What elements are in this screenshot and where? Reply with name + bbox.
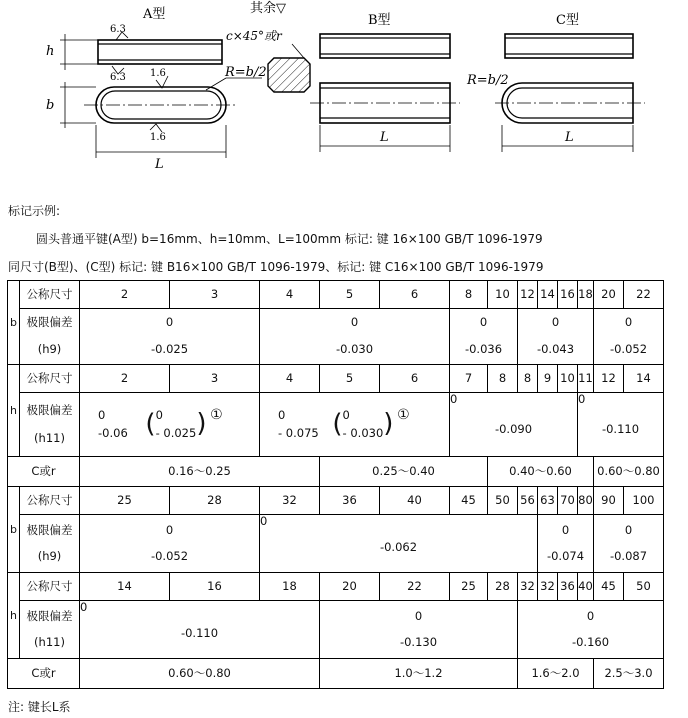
cell: 32 <box>260 487 320 515</box>
cell: 18 <box>260 573 320 601</box>
label-h9: (h9) <box>37 548 62 563</box>
cell: 45 <box>450 487 488 515</box>
cell: 40 <box>578 573 594 601</box>
cell: 0 <box>414 608 423 623</box>
cell: 0 <box>450 309 518 337</box>
s2-h-nominal-row <box>8 573 664 601</box>
cell: - 0.075 <box>278 425 319 440</box>
cell: 22 <box>380 573 450 601</box>
type-b-side-view <box>320 34 450 58</box>
cell: - 0.025 <box>155 425 197 440</box>
cell: -0.160 <box>571 634 610 649</box>
dim-l-label-b: L <box>380 130 389 145</box>
cell: 25 <box>80 487 170 515</box>
dim-l-label-a: L <box>155 157 164 172</box>
footnote-1: ① <box>210 407 223 424</box>
s2-b-nominal-row <box>8 487 664 515</box>
s1-b-lower-row <box>8 337 664 365</box>
label-h11: (h11) <box>34 634 65 649</box>
cell: 20 <box>320 573 380 601</box>
label-tol: 极限偏差 <box>26 402 73 417</box>
h11-group-2: 0 - 0.075 ( 0 - 0.030) ① <box>260 393 450 457</box>
cell: 40 <box>380 487 450 515</box>
roughness-1-6-bottom: 1.6 <box>150 132 166 143</box>
dim-l-label-c: L <box>565 130 574 145</box>
radius-c-label: R=b/2 <box>467 73 509 88</box>
s1-b-upper-row <box>8 309 664 337</box>
cell: 28 <box>488 573 518 601</box>
label-nominal: 公称尺寸 <box>20 487 80 515</box>
cell: 16 <box>170 573 260 601</box>
cell: 28 <box>170 487 260 515</box>
sym-h: h <box>8 365 20 457</box>
cell: 9 <box>538 365 558 393</box>
cell: 36 <box>320 487 380 515</box>
cell: 0.60～0.80 <box>80 659 320 689</box>
cell: -0.052 <box>150 548 189 563</box>
cell: 8 <box>450 281 488 309</box>
cell: 0 <box>260 309 450 337</box>
h11-group-1: 0 -0.06 ( 0 - 0.025) ① <box>80 393 260 457</box>
b-h9-group-2 <box>260 515 538 573</box>
cell: -0.074 <box>546 548 585 563</box>
example-line-1: 圆头普通平键(A型) b=16mm、h=10mm、L=100mm 标记: 键 16×100 GB/T 1096-1979 <box>36 232 543 246</box>
cell: -0.030 <box>260 337 450 365</box>
label-nominal: 公称尺寸 <box>20 281 80 309</box>
label-tol-h11 <box>20 601 80 659</box>
label-c: C或r <box>8 659 80 689</box>
cell: 3 <box>170 281 260 309</box>
example-line-2: 同尺寸(B型)、(C型) 标记: 键 B16×100 GB/T 1096-1979、标记: 键 C16×100 GB/T 1096-1979 <box>8 260 544 274</box>
cell: 14 <box>80 573 170 601</box>
s2-c-row <box>8 659 664 689</box>
cell: 14 <box>538 281 558 309</box>
rest-surface-note: 其余▽ <box>250 1 286 16</box>
b-h9-group-4 <box>594 515 664 573</box>
dim-h-label: h <box>46 44 55 59</box>
label-h9: (h9) <box>20 337 80 365</box>
cell: 0 <box>342 408 350 423</box>
cell: 16 <box>558 281 578 309</box>
cell: -0.130 <box>399 634 438 649</box>
h11-s2-group-3 <box>518 601 664 659</box>
cell: 22 <box>624 281 664 309</box>
s1-b-nominal-row <box>8 281 664 309</box>
h11-group-4 <box>578 393 664 457</box>
cell: -0.052 <box>594 337 664 365</box>
cell: 2 <box>80 281 170 309</box>
cell: 12 <box>518 281 538 309</box>
cell: -0.06 <box>98 425 128 440</box>
s1-c-row <box>8 457 664 487</box>
cell: 56 <box>518 487 538 515</box>
cell: 12 <box>594 365 624 393</box>
cell: 36 <box>558 573 578 601</box>
cell: 6 <box>380 281 450 309</box>
type-c-title: C型 <box>556 13 579 28</box>
cell: 50 <box>624 573 664 601</box>
cell: 0 <box>260 514 268 528</box>
cell: -0.025 <box>80 337 260 365</box>
h11-s2-group-1 <box>80 601 320 659</box>
cell: -0.090 <box>494 421 533 436</box>
sym-h: h <box>8 573 20 659</box>
cell: 2.5～3.0 <box>594 659 664 689</box>
cell: 0 <box>594 309 664 337</box>
cell: 1.0～1.2 <box>320 659 518 689</box>
cell: 2 <box>80 365 170 393</box>
h11-s2-group-2 <box>320 601 518 659</box>
cell: 10 <box>558 365 578 393</box>
cell: 4 <box>260 365 320 393</box>
cell: -0.110 <box>601 421 640 436</box>
type-c-side-view <box>505 34 633 58</box>
cell: 50 <box>488 487 518 515</box>
cell: 8 <box>518 365 538 393</box>
cell: 32 <box>538 573 558 601</box>
key-drawings <box>0 0 688 175</box>
cell: 0.60～0.80 <box>594 457 664 487</box>
cell: 0 <box>80 600 88 614</box>
cell: -0.110 <box>180 625 219 640</box>
dim-b-label: b <box>46 98 55 113</box>
roughness-6-3-mid: 6.3 <box>110 72 126 83</box>
cell: 5 <box>320 281 380 309</box>
cell: 63 <box>538 487 558 515</box>
b-h9-group-3 <box>538 515 594 573</box>
cell: 0 <box>624 522 633 537</box>
type-a-plan-view <box>60 78 262 158</box>
example-title: 标记示例: <box>8 204 61 218</box>
cell: 6 <box>380 365 450 393</box>
label-h11: (h11) <box>34 430 65 445</box>
type-a-side-view <box>60 34 222 70</box>
cell: 0 <box>98 408 106 423</box>
cell: 80 <box>578 487 594 515</box>
roughness-1-6-mid: 1.6 <box>150 68 166 79</box>
cell: 100 <box>624 487 664 515</box>
label-tol: 极限偏差 <box>26 522 73 537</box>
cell: 0 <box>278 408 286 423</box>
h11-group-3 <box>450 393 578 457</box>
cell: 0 <box>561 522 570 537</box>
label-nominal: 公称尺寸 <box>20 573 80 601</box>
cell: 14 <box>624 365 664 393</box>
label-nominal: 公称尺寸 <box>20 365 80 393</box>
cell: 1.6～2.0 <box>518 659 594 689</box>
cell: 0 <box>518 309 594 337</box>
chamfer-note: c×45°或r <box>226 29 282 43</box>
cell: -0.043 <box>518 337 594 365</box>
radius-a-label: R=b/2 <box>225 65 267 80</box>
label-c: C或r <box>8 457 80 487</box>
cross-section <box>268 58 310 92</box>
footer-note: 注: 键长L系 <box>8 700 71 714</box>
cell: 8 <box>488 365 518 393</box>
cell: 25 <box>450 573 488 601</box>
roughness-6-3-top: 6.3 <box>110 24 126 35</box>
sym-b: b <box>8 487 20 573</box>
cell: 0.16～0.25 <box>80 457 320 487</box>
cell: 0 <box>450 392 458 406</box>
cell: 0.40～0.60 <box>488 457 594 487</box>
cell: 0 <box>80 309 260 337</box>
type-b-title: B型 <box>368 13 391 28</box>
cell: -0.087 <box>609 548 648 563</box>
s2-h-tol-row <box>8 601 664 659</box>
cell: 90 <box>594 487 624 515</box>
s1-h-tol-row <box>8 393 664 457</box>
label-tol: 极限偏差 <box>26 608 73 623</box>
cell: 18 <box>578 281 594 309</box>
footnote-2: ① <box>397 407 410 424</box>
s2-b-tol-row <box>8 515 664 573</box>
cell: 0 <box>155 408 163 423</box>
cell: 7 <box>450 365 488 393</box>
cell: -0.062 <box>379 539 418 554</box>
cell: 4 <box>260 281 320 309</box>
sym-b: b <box>8 281 20 365</box>
cell: 45 <box>594 573 624 601</box>
type-a-title: A型 <box>143 7 166 22</box>
cell: 0 <box>165 522 174 537</box>
b-h9-group-1 <box>80 515 260 573</box>
label-tol: 极限偏差 <box>20 309 80 337</box>
key-dimension-table <box>7 280 664 689</box>
cell: -0.036 <box>450 337 518 365</box>
cell: 10 <box>488 281 518 309</box>
label-tol-h9 <box>20 515 80 573</box>
cell: - 0.030 <box>342 425 384 440</box>
cell: 0 <box>578 392 586 406</box>
s1-h-nominal-row <box>8 365 664 393</box>
cell: 20 <box>594 281 624 309</box>
cell: 3 <box>170 365 260 393</box>
cell: 0 <box>586 608 595 623</box>
cell: 11 <box>578 365 594 393</box>
cell: 70 <box>558 487 578 515</box>
cell: 0.25～0.40 <box>320 457 488 487</box>
cell: 32 <box>518 573 538 601</box>
label-tol-h11 <box>20 393 80 457</box>
cell: 5 <box>320 365 380 393</box>
